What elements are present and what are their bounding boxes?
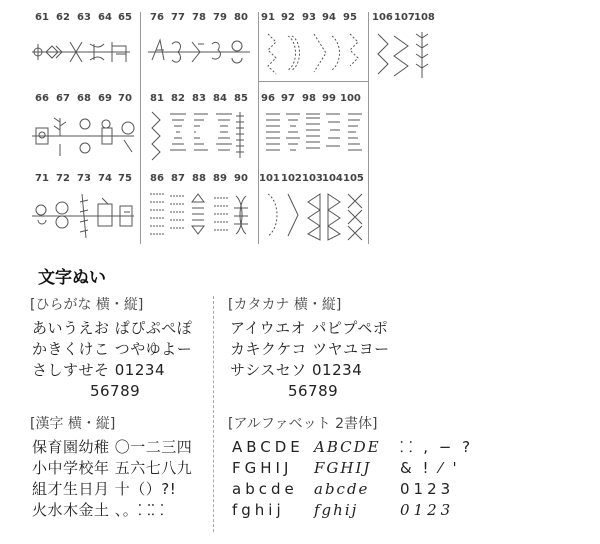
alphabet-script-line: FGHIJ	[314, 459, 372, 477]
stitch-number: 69	[98, 93, 112, 104]
katakana-header: [カタカナ 横・縦]	[228, 297, 342, 313]
stitch-number: 81	[150, 93, 164, 104]
stitch-number: 67	[56, 93, 70, 104]
stitch-number: 86	[150, 173, 164, 184]
alphabet-script-line: ABCDE	[314, 438, 381, 456]
stitch-number: 96	[261, 93, 275, 104]
stitch-number: 88	[192, 173, 206, 184]
hiragana-line: さしすせそ 01234	[32, 361, 165, 379]
stitch-number: 71	[35, 173, 49, 184]
stitch-pattern-row1-mid	[146, 34, 254, 70]
stitch-number: 108	[414, 12, 435, 23]
grid-divider	[368, 12, 369, 244]
stitch-number: 62	[56, 12, 70, 23]
stitch-number: 102	[281, 173, 302, 184]
stitch-number: 101	[259, 173, 280, 184]
stitch-pattern-row3-left	[30, 190, 138, 240]
alphabet-block-line: fghij	[232, 501, 285, 519]
stitch-pattern-row2-left	[30, 110, 138, 160]
alphabet-symbol-line: 0123	[400, 480, 455, 498]
stitch-number: 65	[118, 12, 132, 23]
stitch-number: 74	[98, 173, 112, 184]
stitch-number: 94	[322, 12, 336, 23]
katakana-line: アイウエオ パピプペポ	[230, 319, 389, 337]
kanji-header: [漢字 横・縦]	[30, 416, 116, 432]
stitch-number: 70	[118, 93, 132, 104]
stitch-number: 78	[192, 12, 206, 23]
alphabet-symbol-line: 0123	[400, 501, 455, 519]
katakana-line: カキクケコ ツヤユヨー	[230, 340, 390, 358]
stitch-number: 85	[234, 93, 248, 104]
stitch-pattern-row3-mid	[146, 188, 254, 242]
stitch-number: 90	[234, 173, 248, 184]
stitch-number: 105	[343, 173, 364, 184]
stitch-number: 89	[213, 173, 227, 184]
stitch-number: 80	[234, 12, 248, 23]
stitch-number: 84	[213, 93, 227, 104]
stitch-pattern-row2-mid	[146, 108, 254, 162]
stitch-number: 64	[98, 12, 112, 23]
stitch-number: 66	[35, 93, 49, 104]
alphabet-script-line: fghij	[314, 501, 359, 519]
katakana-line: サシスセソ 01234	[230, 361, 363, 379]
stitch-number: 92	[281, 12, 295, 23]
stitch-number: 79	[213, 12, 227, 23]
hiragana-header: [ひらがな 横・縦]	[30, 297, 144, 313]
stitch-number: 87	[171, 173, 185, 184]
kanji-line: 組才生日月 十（）?!	[32, 480, 177, 498]
stitch-number: 73	[77, 173, 91, 184]
hiragana-line: あいうえお ぱぴぷぺぽ	[32, 319, 193, 337]
stitch-number: 98	[302, 93, 316, 104]
grid-divider	[258, 12, 259, 244]
stitch-number: 100	[340, 93, 361, 104]
alphabet-header: [アルファベット 2書体]	[228, 416, 378, 432]
katakana-line: 56789	[230, 382, 339, 400]
stitch-number: 77	[171, 12, 185, 23]
alphabet-symbol-line: & ! ⁄ '	[400, 459, 460, 477]
alphabet-script-line: abcde	[314, 480, 370, 498]
section-title: 文字ぬい	[38, 268, 106, 288]
kanji-line: 火水木金土 、。⸬⸬	[32, 501, 165, 519]
stitch-number: 91	[261, 12, 275, 23]
stitch-number: 63	[77, 12, 91, 23]
stitch-pattern-row3-right	[262, 188, 366, 242]
grid-divider	[213, 296, 214, 532]
kanji-line: 保育園幼稚 〇一二三四	[32, 438, 193, 456]
hiragana-line: 56789	[32, 382, 141, 400]
stitch-number: 103	[302, 173, 323, 184]
stitch-pattern-row2-right	[262, 108, 366, 162]
stitch-number: 95	[343, 12, 357, 23]
stitch-pattern-row1-right	[262, 30, 366, 76]
stitch-number: 93	[302, 12, 316, 23]
alphabet-block-line: ABCDE	[232, 438, 304, 456]
alphabet-block-line: abcde	[232, 480, 298, 498]
stitch-number: 68	[77, 93, 91, 104]
stitch-pattern-row1-left	[30, 34, 135, 70]
stitch-number: 104	[322, 173, 343, 184]
alphabet-symbol-line: ⸬ , − ?	[400, 438, 474, 456]
stitch-number: 72	[56, 173, 70, 184]
stitch-number: 106	[372, 12, 393, 23]
stitch-number: 107	[394, 12, 415, 23]
stitch-number: 97	[281, 93, 295, 104]
stitch-number: 99	[322, 93, 336, 104]
kanji-line: 小中学校年 五六七八九	[32, 459, 193, 477]
stitch-pattern-row1-far	[372, 30, 436, 80]
stitch-number: 61	[35, 12, 49, 23]
alphabet-block-line: FGHIJ	[232, 459, 293, 477]
stitch-number: 75	[118, 173, 132, 184]
stitch-number: 83	[192, 93, 206, 104]
hiragana-line: かきくけこ つやゆよー	[32, 340, 193, 358]
grid-divider	[140, 12, 141, 244]
stitch-number: 82	[171, 93, 185, 104]
grid-divider	[258, 81, 368, 82]
stitch-number: 76	[150, 12, 164, 23]
